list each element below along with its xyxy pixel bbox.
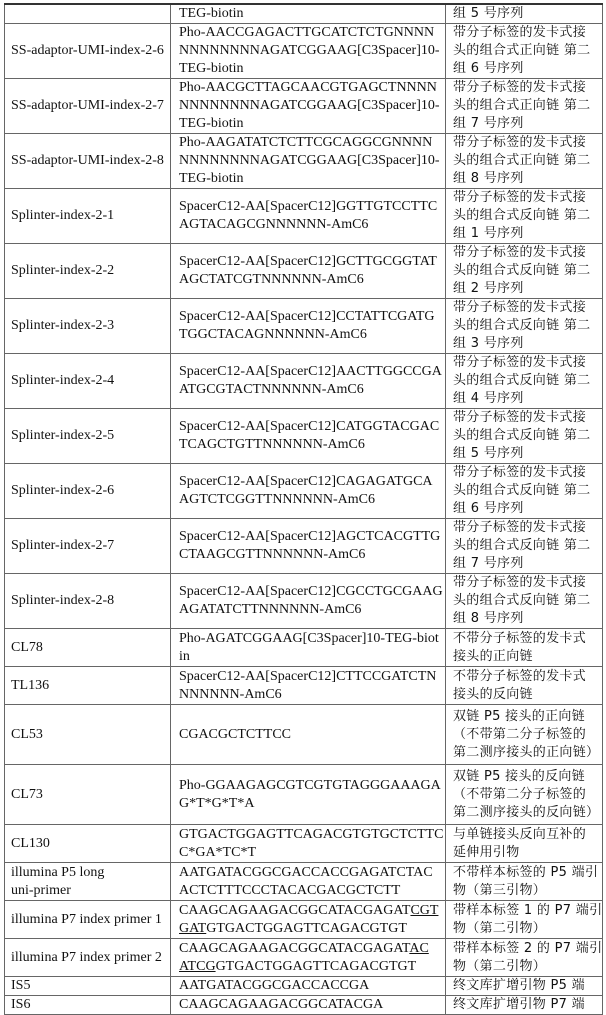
sequence-text: AATGATACGGCGACCACCGA bbox=[179, 978, 369, 993]
oligo-name: TL136 bbox=[11, 678, 49, 693]
description-line: 带分子标签的发卡式接 bbox=[453, 354, 596, 372]
sequence-line bbox=[179, 436, 439, 454]
oligo-name-cell bbox=[5, 705, 171, 765]
sequence-text: SpacerC12-AA[SpacerC12]AACTTGGCCGA bbox=[179, 364, 442, 379]
description-line: 双链 P5 接头的正向链 bbox=[453, 708, 596, 726]
description-line: 带分子标签的发卡式接 bbox=[453, 519, 596, 537]
description-line: 物（第二引物） bbox=[453, 958, 596, 976]
oligo-name: illumina P7 index primer 2 bbox=[11, 950, 162, 965]
description-cell bbox=[446, 977, 603, 996]
description-line: 终文库扩增引物 P5 端 bbox=[453, 977, 596, 995]
oligo-name: CL78 bbox=[11, 640, 43, 655]
description-line: 带分子标签的发卡式接 bbox=[453, 79, 596, 97]
sequence-line bbox=[179, 882, 439, 900]
description-line: 带分子标签的发卡式接 bbox=[453, 464, 596, 482]
sequence-text: GTGACTGGAGTTCAGACGTGTGCTCTTC bbox=[179, 827, 443, 842]
sequence-line bbox=[179, 271, 439, 289]
sequence-line bbox=[179, 381, 439, 399]
index-sequence-underlined: GAT bbox=[179, 921, 206, 936]
sequence-line bbox=[179, 79, 439, 97]
oligo-name: Splinter-index-2-1 bbox=[11, 208, 114, 223]
oligo-name-cell bbox=[5, 977, 171, 996]
sequence-cell bbox=[171, 863, 446, 901]
description-cell bbox=[446, 667, 603, 705]
description-line: 头的组合式反向链 第二 bbox=[453, 592, 596, 610]
description-line: 接头的正向链 bbox=[453, 648, 596, 666]
oligo-name: Splinter-index-2-6 bbox=[11, 483, 114, 498]
sequence-line bbox=[179, 528, 439, 546]
description-line: 带分子标签的发卡式接 bbox=[453, 574, 596, 592]
table-row bbox=[5, 705, 603, 765]
description-line: 带分子标签的发卡式接 bbox=[453, 134, 596, 152]
sequence-text: GTGACTGGAGTTCAGACGTGT bbox=[206, 921, 407, 936]
description-cell bbox=[446, 825, 603, 863]
oligo-name: SS-adaptor-UMI-index-2-7 bbox=[11, 98, 164, 113]
sequence-line bbox=[179, 418, 439, 436]
description-cell bbox=[446, 4, 603, 24]
sequence-line bbox=[179, 363, 439, 381]
sequence-line bbox=[179, 777, 439, 795]
description-cell bbox=[446, 939, 603, 977]
sequence-line bbox=[179, 940, 439, 958]
sequence-text: NNNNNN-AmC6 bbox=[179, 687, 282, 702]
description-cell bbox=[446, 24, 603, 79]
table-row bbox=[5, 765, 603, 825]
sequence-text: Pho-AACGCTTAGCAACGTGAGCTNNNN bbox=[179, 80, 437, 95]
sequence-cell bbox=[171, 667, 446, 705]
description-line: 带样本标签 1 的 P7 端引 bbox=[453, 902, 596, 920]
sequence-text: CTAAGCGTTNNNNNN-AmC6 bbox=[179, 547, 365, 562]
oligo-name: Splinter-index-2-2 bbox=[11, 263, 114, 278]
description-cell bbox=[446, 299, 603, 354]
sequence-line bbox=[179, 546, 439, 564]
sequence-line bbox=[179, 977, 439, 995]
description-line: 第二测序接头的反向链） bbox=[453, 804, 596, 822]
description-line: 双链 P5 接头的反向链 bbox=[453, 768, 596, 786]
sequence-cell bbox=[171, 977, 446, 996]
sequence-text: ACTCTTTCCCTACACGACGCTCTT bbox=[179, 883, 400, 898]
description-line: 组 3 号序列 bbox=[453, 335, 596, 353]
description-line: 不带分子标签的发卡式 bbox=[453, 668, 596, 686]
description-cell bbox=[446, 574, 603, 629]
description-line: 头的组合式反向链 第二 bbox=[453, 207, 596, 225]
description-cell bbox=[446, 464, 603, 519]
oligo-name: Splinter-index-2-5 bbox=[11, 428, 114, 443]
oligo-name-cell bbox=[5, 24, 171, 79]
description-line: 组 8 号序列 bbox=[453, 610, 596, 628]
sequence-cell bbox=[171, 765, 446, 825]
table-row bbox=[5, 299, 603, 354]
sequence-text: TEG-biotin bbox=[179, 171, 244, 186]
sequence-text: SpacerC12-AA[SpacerC12]CCTATTCGATG bbox=[179, 309, 435, 324]
sequence-line bbox=[179, 601, 439, 619]
index-sequence-underlined: ATCG bbox=[179, 959, 216, 974]
sequence-text: NNNNNNNNAGATCGGAAG[C3Spacer]10- bbox=[179, 43, 440, 58]
sequence-text: NNNNNNNNAGATCGGAAG[C3Spacer]10- bbox=[179, 153, 440, 168]
description-line: （不带第二分子标签的 bbox=[453, 726, 596, 744]
description-cell bbox=[446, 354, 603, 409]
sequence-text: Pho-AAGATATCTCTTCGCAGGCGNNNN bbox=[179, 135, 432, 150]
oligo-name-cell bbox=[5, 409, 171, 464]
description-cell bbox=[446, 409, 603, 464]
description-line: 带分子标签的发卡式接 bbox=[453, 24, 596, 42]
table-row bbox=[5, 244, 603, 299]
table-row bbox=[5, 4, 603, 24]
oligo-name-cell bbox=[5, 901, 171, 939]
sequence-line bbox=[179, 491, 439, 509]
sequence-line bbox=[179, 902, 439, 920]
table-row bbox=[5, 134, 603, 189]
sequence-text: in bbox=[179, 649, 190, 664]
description-cell bbox=[446, 519, 603, 574]
description-line: 头的组合式正向链 第二 bbox=[453, 97, 596, 115]
sequence-text: Pho-GGAAGAGCGTCGTGTAGGGAAAGA bbox=[179, 778, 441, 793]
description-line: 不带分子标签的发卡式 bbox=[453, 630, 596, 648]
description-line: 组 4 号序列 bbox=[453, 390, 596, 408]
table-row bbox=[5, 464, 603, 519]
oligo-name-cell bbox=[5, 134, 171, 189]
sequence-text: AGCTATCGTNNNNNN-AmC6 bbox=[179, 272, 364, 287]
sequence-cell bbox=[171, 629, 446, 667]
sequence-cell bbox=[171, 996, 446, 1015]
sequence-line bbox=[179, 630, 439, 648]
description-line: 接头的反向链 bbox=[453, 686, 596, 704]
sequence-text: SpacerC12-AA[SpacerC12]CATGGTACGAC bbox=[179, 419, 439, 434]
sequence-text: TEG-biotin bbox=[179, 61, 244, 76]
oligo-name: Splinter-index-2-8 bbox=[11, 593, 114, 608]
sequence-cell bbox=[171, 519, 446, 574]
sequence-line bbox=[179, 686, 439, 704]
sequence-text: CAAGCAGAAGACGGCATACGA bbox=[179, 997, 383, 1012]
sequence-line bbox=[179, 152, 439, 170]
sequence-cell bbox=[171, 134, 446, 189]
sequence-text: TGGCTACAGNNNNNN-AmC6 bbox=[179, 327, 367, 342]
sequence-line bbox=[179, 24, 439, 42]
sequence-line bbox=[179, 844, 439, 862]
sequence-table bbox=[4, 3, 603, 1015]
description-cell bbox=[446, 79, 603, 134]
sequence-text: CAAGCAGAAGACGGCATACGAGAT bbox=[179, 903, 410, 918]
description-line: 头的组合式正向链 第二 bbox=[453, 152, 596, 170]
sequence-line bbox=[179, 648, 439, 666]
oligo-name-line: illumina P5 long bbox=[11, 864, 164, 882]
sequence-line bbox=[179, 97, 439, 115]
oligo-name-cell bbox=[5, 629, 171, 667]
table-row bbox=[5, 667, 603, 705]
table-row bbox=[5, 825, 603, 863]
description-line: 带分子标签的发卡式接 bbox=[453, 189, 596, 207]
description-line: 组 6 号序列 bbox=[453, 500, 596, 518]
sequence-text: SpacerC12-AA[SpacerC12]CTTCCGATCTN bbox=[179, 669, 436, 684]
sequence-cell bbox=[171, 574, 446, 629]
sequence-text: C*GA*TC*T bbox=[179, 845, 256, 860]
description-cell bbox=[446, 901, 603, 939]
description-cell bbox=[446, 765, 603, 825]
description-line: 与单链接头反向互补的 bbox=[453, 826, 596, 844]
sequence-text: TEG-biotin bbox=[179, 6, 244, 21]
description-line: 组 1 号序列 bbox=[453, 225, 596, 243]
sequence-cell bbox=[171, 901, 446, 939]
oligo-name-cell bbox=[5, 574, 171, 629]
description-line: 组 7 号序列 bbox=[453, 555, 596, 573]
oligo-name-cell bbox=[5, 299, 171, 354]
sequence-text: TCAGCTGTTNNNNNN-AmC6 bbox=[179, 437, 365, 452]
oligo-name: SS-adaptor-UMI-index-2-6 bbox=[11, 43, 164, 58]
description-cell bbox=[446, 863, 603, 901]
sequence-text: AATGATACGGCGACCACCGAGATCTAC bbox=[179, 865, 433, 880]
sequence-text: G*T*G*T*A bbox=[179, 796, 254, 811]
description-line: 组 2 号序列 bbox=[453, 280, 596, 298]
table-row bbox=[5, 354, 603, 409]
sequence-cell bbox=[171, 299, 446, 354]
sequence-text: SpacerC12-AA[SpacerC12]GCTTGCGGTAT bbox=[179, 254, 437, 269]
description-line: 头的组合式反向链 第二 bbox=[453, 317, 596, 335]
description-line: 不带样本标签的 P5 端引 bbox=[453, 864, 596, 882]
oligo-name-cell bbox=[5, 765, 171, 825]
oligo-name-cell bbox=[5, 939, 171, 977]
description-line: 组 8 号序列 bbox=[453, 170, 596, 188]
sequence-text: CGACGCTCTTCC bbox=[179, 727, 291, 742]
description-line: 头的组合式反向链 第二 bbox=[453, 427, 596, 445]
table-row bbox=[5, 996, 603, 1015]
description-line: 带分子标签的发卡式接 bbox=[453, 244, 596, 262]
oligo-name-cell bbox=[5, 189, 171, 244]
oligo-name: SS-adaptor-UMI-index-2-8 bbox=[11, 153, 164, 168]
sequence-line bbox=[179, 668, 439, 686]
sequence-text: SpacerC12-AA[SpacerC12]CGCCTGCGAAG bbox=[179, 584, 443, 599]
index-sequence-underlined: CGT bbox=[410, 903, 438, 918]
sequence-text: AGATATCTTNNNNNN-AmC6 bbox=[179, 602, 361, 617]
sequence-cell bbox=[171, 189, 446, 244]
description-cell bbox=[446, 996, 603, 1015]
sequence-text: NNNNNNNNAGATCGGAAG[C3Spacer]10- bbox=[179, 98, 440, 113]
sequence-cell bbox=[171, 705, 446, 765]
sequence-line bbox=[179, 60, 439, 78]
oligo-name: Splinter-index-2-4 bbox=[11, 373, 114, 388]
table-body bbox=[5, 4, 603, 1015]
oligo-name: CL53 bbox=[11, 727, 43, 742]
sequence-text: CAAGCAGAAGACGGCATACGAGAT bbox=[179, 941, 409, 956]
oligo-name-line: uni-primer bbox=[11, 882, 164, 900]
table-row bbox=[5, 863, 603, 901]
sequence-line bbox=[179, 826, 439, 844]
sequence-line bbox=[179, 795, 439, 813]
description-line: 头的组合式反向链 第二 bbox=[453, 262, 596, 280]
oligo-name-cell bbox=[5, 244, 171, 299]
sequence-line bbox=[179, 920, 439, 938]
table-row bbox=[5, 977, 603, 996]
description-cell bbox=[446, 705, 603, 765]
description-line: 带分子标签的发卡式接 bbox=[453, 409, 596, 427]
oligo-name-cell bbox=[5, 464, 171, 519]
sequence-text: GTGACTGGAGTTCAGACGTGT bbox=[216, 959, 417, 974]
oligo-name-cell bbox=[5, 79, 171, 134]
description-line: （不带第二分子标签的 bbox=[453, 786, 596, 804]
sequence-text: Pho-AACCGAGACTTGCATCTCTGNNNN bbox=[179, 25, 434, 40]
sequence-line bbox=[179, 198, 439, 216]
sequence-line bbox=[179, 726, 439, 744]
description-cell bbox=[446, 244, 603, 299]
sequence-cell bbox=[171, 464, 446, 519]
description-line: 第二测序接头的正向链） bbox=[453, 744, 596, 762]
sequence-cell bbox=[171, 825, 446, 863]
oligo-name: Splinter-index-2-7 bbox=[11, 538, 114, 553]
sequence-line bbox=[179, 42, 439, 60]
sequence-line bbox=[179, 5, 439, 23]
sequence-text: AGTACAGCGNNNNNN-AmC6 bbox=[179, 217, 368, 232]
sequence-text: AGTCTCGGTTNNNNNN-AmC6 bbox=[179, 492, 375, 507]
description-line: 延伸用引物 bbox=[453, 844, 596, 862]
sequence-cell bbox=[171, 354, 446, 409]
sequence-line bbox=[179, 134, 439, 152]
table-row bbox=[5, 79, 603, 134]
sequence-line bbox=[179, 583, 439, 601]
table-row bbox=[5, 409, 603, 464]
sequence-line bbox=[179, 958, 439, 976]
oligo-name-cell bbox=[5, 863, 171, 901]
sequence-line bbox=[179, 170, 439, 188]
sequence-cell bbox=[171, 79, 446, 134]
table-row bbox=[5, 189, 603, 244]
sequence-cell bbox=[171, 939, 446, 977]
description-line: 头的组合式反向链 第二 bbox=[453, 482, 596, 500]
description-line: 组 7 号序列 bbox=[453, 115, 596, 133]
table-row bbox=[5, 519, 603, 574]
description-cell bbox=[446, 629, 603, 667]
sequence-text: SpacerC12-AA[SpacerC12]CAGAGATGCA bbox=[179, 474, 433, 489]
sequence-cell bbox=[171, 24, 446, 79]
description-cell bbox=[446, 134, 603, 189]
oligo-name-cell bbox=[5, 519, 171, 574]
description-line: 终文库扩增引物 P7 端 bbox=[453, 996, 596, 1014]
sequence-text: SpacerC12-AA[SpacerC12]AGCTCACGTTG bbox=[179, 529, 440, 544]
description-line: 物（第三引物） bbox=[453, 882, 596, 900]
description-line: 头的组合式正向链 第二 bbox=[453, 42, 596, 60]
sequence-text: Pho-AGATCGGAAG[C3Spacer]10-TEG-biot bbox=[179, 631, 439, 646]
sequence-line bbox=[179, 996, 439, 1014]
description-line: 物（第二引物） bbox=[453, 920, 596, 938]
sequence-text: ATGCGTACTNNNNNN-AmC6 bbox=[179, 382, 364, 397]
oligo-name: CL73 bbox=[11, 787, 43, 802]
description-line: 头的组合式反向链 第二 bbox=[453, 372, 596, 390]
oligo-name: illumina P7 index primer 1 bbox=[11, 912, 162, 927]
description-line: 头的组合式反向链 第二 bbox=[453, 537, 596, 555]
description-line: 组 5 号序列 bbox=[453, 445, 596, 463]
sequence-text: SpacerC12-AA[SpacerC12]GGTTGTCCTTC bbox=[179, 199, 437, 214]
sequence-cell bbox=[171, 4, 446, 24]
sequence-line bbox=[179, 253, 439, 271]
sequence-line bbox=[179, 326, 439, 344]
description-line: 组 5 号序列 bbox=[453, 5, 596, 23]
table-row bbox=[5, 901, 603, 939]
table-row bbox=[5, 24, 603, 79]
sequence-line bbox=[179, 115, 439, 133]
description-line: 带样本标签 2 的 P7 端引 bbox=[453, 940, 596, 958]
oligo-name: Splinter-index-2-3 bbox=[11, 318, 114, 333]
oligo-name-cell bbox=[5, 4, 171, 24]
sequence-text: TEG-biotin bbox=[179, 116, 244, 131]
oligo-name-cell bbox=[5, 996, 171, 1015]
description-cell bbox=[446, 189, 603, 244]
sequence-line bbox=[179, 473, 439, 491]
sequence-line bbox=[179, 864, 439, 882]
oligo-name: IS6 bbox=[11, 997, 30, 1012]
table-row bbox=[5, 629, 603, 667]
oligo-name-cell bbox=[5, 825, 171, 863]
sequence-line bbox=[179, 216, 439, 234]
description-line: 组 6 号序列 bbox=[453, 60, 596, 78]
table-row bbox=[5, 574, 603, 629]
description-line: 带分子标签的发卡式接 bbox=[453, 299, 596, 317]
oligo-name-cell bbox=[5, 667, 171, 705]
sequence-cell bbox=[171, 409, 446, 464]
table-row bbox=[5, 939, 603, 977]
oligo-name-cell bbox=[5, 354, 171, 409]
oligo-name: CL130 bbox=[11, 836, 50, 851]
oligo-name: IS5 bbox=[11, 978, 30, 993]
sequence-line bbox=[179, 308, 439, 326]
index-sequence-underlined: AC bbox=[409, 941, 428, 956]
sequence-cell bbox=[171, 244, 446, 299]
